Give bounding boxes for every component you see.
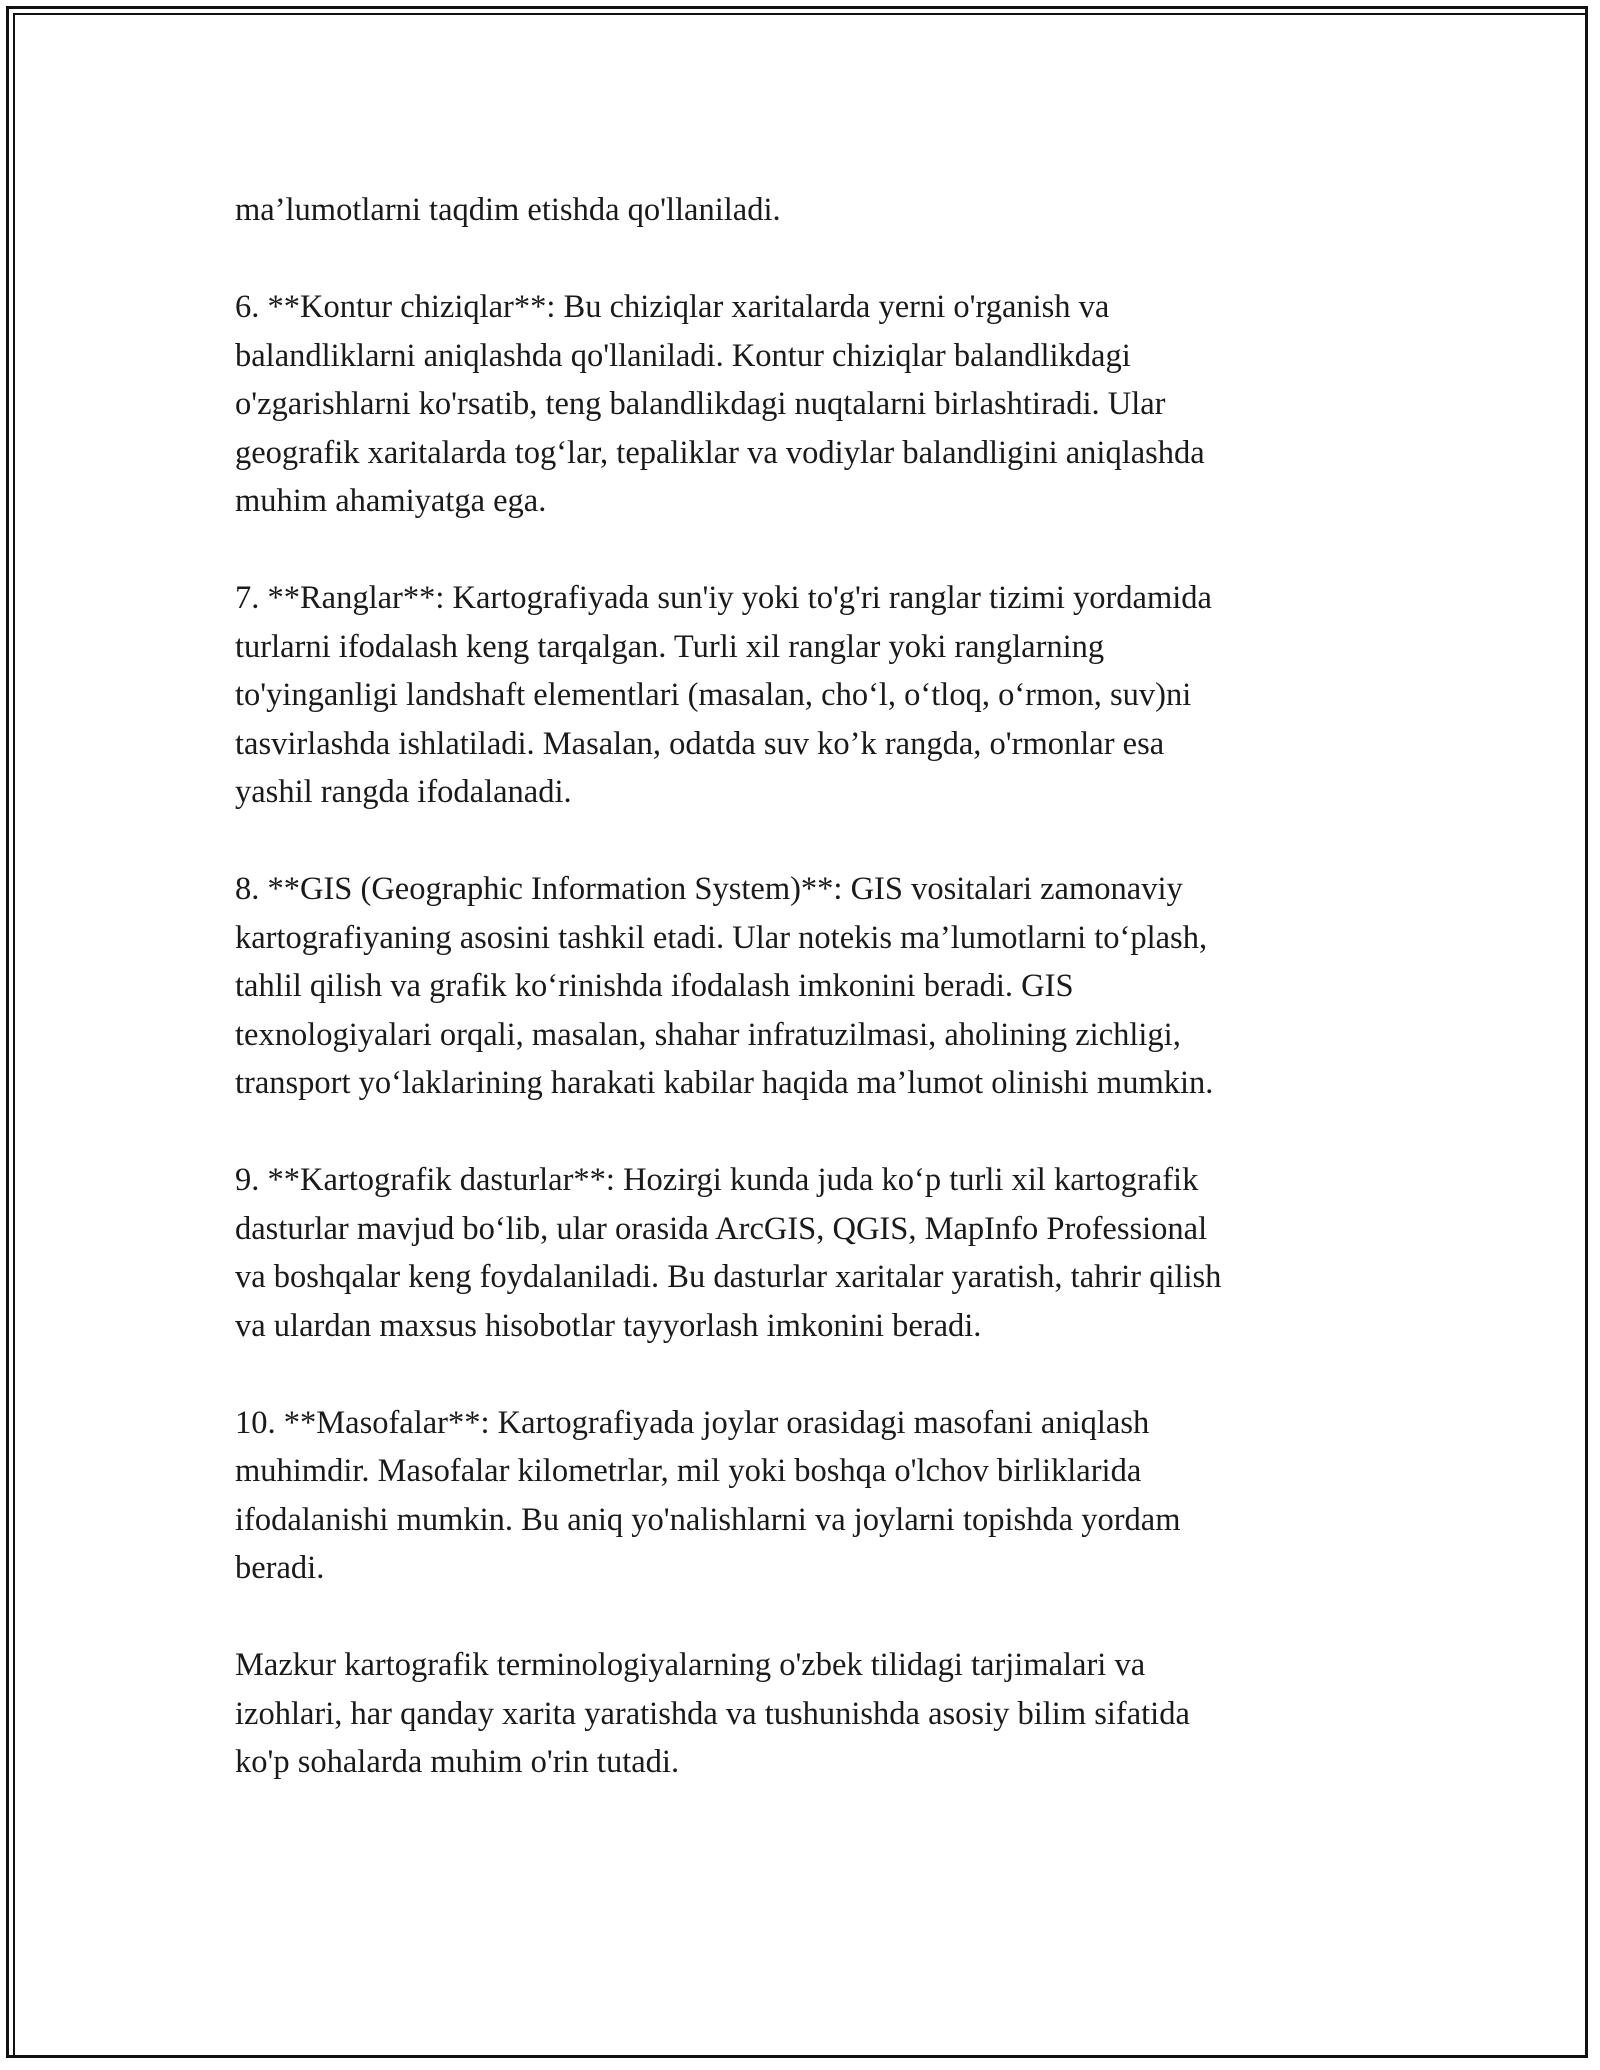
paragraph-conclusion: Mazkur kartografik terminologiyalarning o'zbek tilidagi tarjimalari va izohlari, har qanday xarita yaratishda va tushunishda asosiy bilim sifatida ko'p sohalarda muhim o'rin tutadi. <box>235 1647 1190 1780</box>
paragraph-kartografik-dasturlar: 9. **Kartografik dasturlar**: Hozirgi kunda juda ko‘p turli xil kartografik dasturlar mavjud bo‘lib, ular orasida ArcGIS, QGIS, MapInfo Professional va boshqalar keng foydalaniladi. Bu dasturlar xaritalar yaratish, tahrir qilish va ulardan maxsus hisobotlar tayyorlash imkonini beradi. <box>235 1162 1222 1344</box>
paragraph-continuation: ma’lumotlarni taqdim etishda qo'llaniladi. <box>235 192 781 228</box>
paragraph-kontur-chiziqlar: 6. **Kontur chiziqlar**: Bu chiziqlar xaritalarda yerni o'rganish va balandliklarni aniqlashda qo'llaniladi. Kontur chiziqlar balandlikdagi o'zgarishlarni ko'rsatib, teng balandlikdagi nuqtalarni birlashtiradi. Ular geografik xaritalarda tog‘lar, tepaliklar va vodiylar balandligini aniqlashda muhim ahamiyatga ega. <box>235 289 1205 519</box>
paragraph-ranglar: 7. **Ranglar**: Kartografiyada sun'iy yoki to'g'ri ranglar tizimi yordamida turlarni ifodalash keng tarqalgan. Turli xil ranglar yoki ranglarning to'yinganligi landshaft elementlari (masalan, cho‘l, o‘tloq, o‘rmon, suv)ni tasvirlashda ishlatiladi. Masalan, odatda suv ko’k rangda, o'rmonlar esa yashil rangda ifodalanadi. <box>235 580 1212 810</box>
paragraph-gis: 8. **GIS (Geographic Information System)**: GIS vositalari zamonaviy kartografiyaning asosini tashkil etadi. Ular notekis ma’lumotlarni to‘plash, tahlil qilish va grafik ko‘rinishda ifodalash imkonini beradi. GIS texnologiyalari orqali, masalan, shahar infratuzilmasi, aholining zichligi, transport yo‘laklarining harakati kabilar haqida ma’lumot olinishi mumkin. <box>235 871 1214 1101</box>
paragraph-masofalar: 10. **Masofalar**: Kartografiyada joylar orasidagi masofani aniqlash muhimdir. Masofalar kilometrlar, mil yoki boshqa o'lchov birliklarida ifodalanishi mumkin. Bu aniq yo'nalishlarni va joylarni topishda yordam beradi. <box>235 1404 1181 1586</box>
document-body <box>235 186 1365 1835</box>
